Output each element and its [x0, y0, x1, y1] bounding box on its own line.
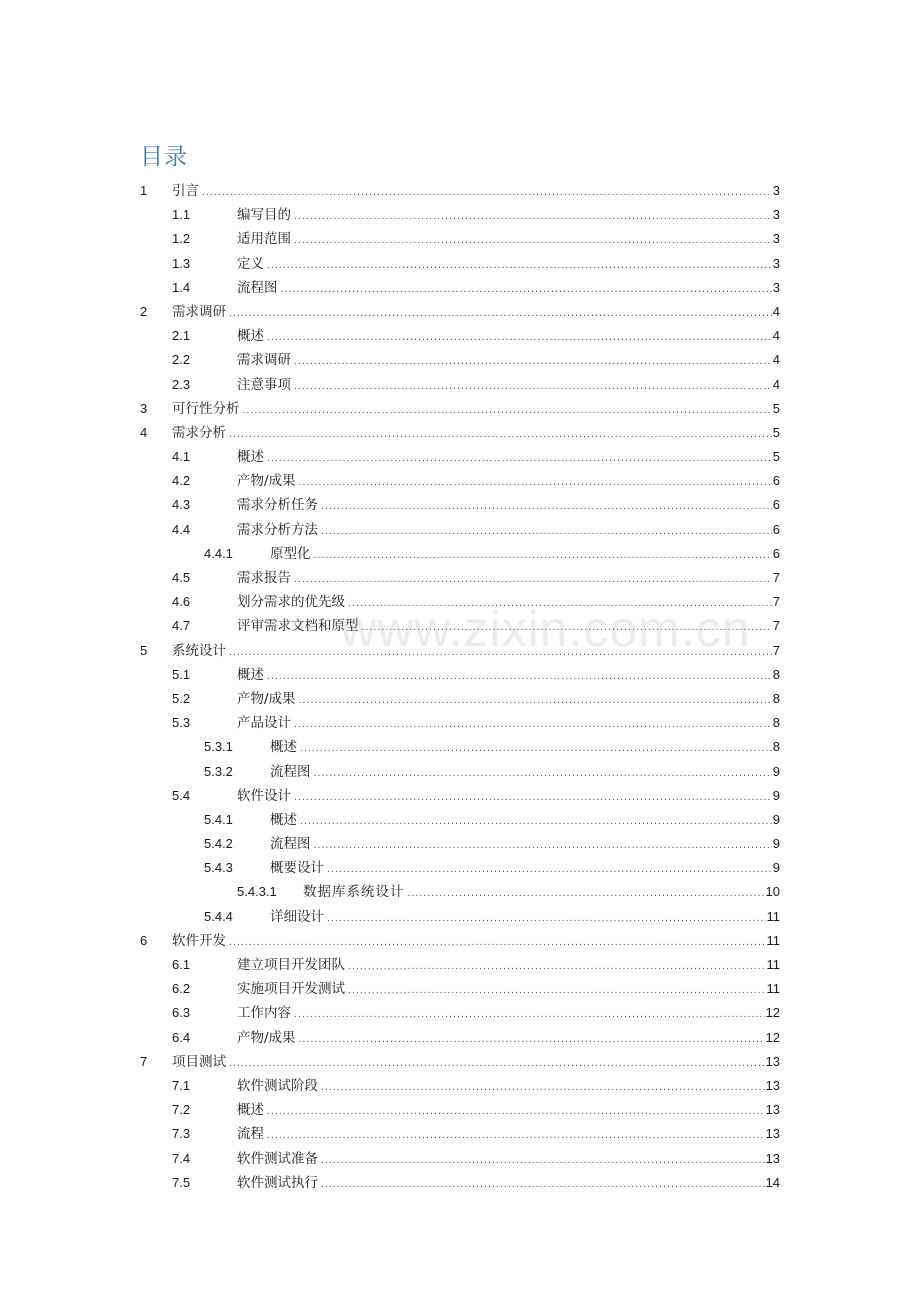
toc-dot-leader: [321, 520, 772, 544]
toc-entry[interactable]: [0, 518, 920, 542]
toc-dot-leader: [281, 278, 772, 302]
toc-entry[interactable]: [0, 808, 920, 832]
toc-dot-leader: [314, 834, 772, 858]
toc-entry-number: 4.3: [172, 497, 191, 513]
toc-dot-leader: [267, 254, 772, 278]
toc-entry-number: 5.3.1: [204, 739, 233, 755]
toc-entry[interactable]: [0, 1074, 920, 1098]
toc-entry-number: 5.3: [172, 715, 191, 731]
toc-entry[interactable]: [0, 179, 920, 203]
toc-entry-number: 5.3.2: [204, 763, 233, 779]
toc-dot-leader: [267, 447, 772, 471]
toc-entry-page: 5: [772, 449, 780, 465]
toc-entry-title: 产品设计: [237, 715, 291, 732]
toc-entry[interactable]: [0, 1122, 920, 1146]
toc-entry-title: 划分需求的优先级: [237, 594, 345, 611]
toc-dot-leader: [321, 1076, 765, 1100]
toc-entry-page: 10: [765, 884, 780, 900]
toc-entry[interactable]: [0, 421, 920, 445]
table-of-contents: [0, 179, 920, 1195]
toc-entry[interactable]: [0, 566, 920, 590]
toc-entry-number: 4.2: [172, 473, 191, 489]
toc-entry-number: 3: [140, 400, 148, 416]
toc-entry-page: 13: [765, 1126, 780, 1142]
toc-entry-title: 概述: [237, 328, 264, 345]
toc-entry-page: 9: [772, 787, 780, 803]
toc-entry-number: 7.4: [172, 1150, 191, 1166]
toc-dot-leader: [294, 786, 772, 810]
toc-entry-page: 3: [772, 231, 780, 247]
toc-entry-number: 1.4: [172, 279, 191, 295]
toc-entry-page: 6: [772, 545, 780, 561]
toc-entry-title: 产物/成果: [237, 690, 296, 707]
toc-dot-leader: [294, 375, 772, 399]
toc-entry-page: 9: [772, 763, 780, 779]
toc-entry-page: 4: [772, 328, 780, 344]
toc-dot-leader: [267, 665, 772, 689]
toc-entry-title: 软件测试准备: [237, 1150, 318, 1167]
toc-entry-title: 需求分析方法: [237, 521, 318, 538]
toc-entry-title: 编写目的: [237, 207, 291, 224]
toc-dot-leader: [321, 495, 772, 519]
toc-entry-page: 5: [772, 400, 780, 416]
toc-entry[interactable]: [0, 324, 920, 348]
toc-entry-number: 4.6: [172, 594, 191, 610]
toc-dot-leader: [294, 229, 772, 253]
toc-entry-page: 3: [772, 255, 780, 271]
toc-entry-title: 软件测试阶段: [237, 1077, 318, 1094]
toc-dot-leader: [348, 955, 766, 979]
toc-entry[interactable]: [0, 663, 920, 687]
toc-entry-title: 实施项目开发测试: [237, 981, 345, 998]
toc-entry[interactable]: [0, 300, 920, 324]
toc-entry-title: 流程图: [270, 763, 311, 780]
toc-entry-page: 11: [766, 957, 780, 972]
toc-entry-number: 6.1: [172, 957, 191, 972]
toc-entry-title: 需求分析任务: [237, 497, 318, 514]
toc-entry-number: 2.2: [172, 352, 191, 368]
toc-dot-leader: [202, 181, 772, 205]
toc-entry-number: 7.2: [172, 1102, 191, 1118]
toc-entry[interactable]: [0, 542, 920, 566]
toc-entry-title: 概述: [237, 1102, 264, 1119]
toc-entry-page: 3: [772, 183, 780, 198]
toc-dot-leader: [294, 205, 772, 229]
toc-entry-number: 5.4.3.1: [237, 884, 277, 900]
toc-entry-number: 2.1: [172, 328, 191, 344]
toc-entry-number: 5: [140, 642, 148, 658]
toc-entry[interactable]: [0, 397, 920, 421]
toc-dot-leader: [294, 1003, 765, 1027]
toc-entry[interactable]: [0, 348, 920, 372]
toc-entry-title: 需求分析: [172, 424, 226, 441]
toc-dot-leader: [408, 882, 765, 906]
toc-dot-leader: [267, 1100, 765, 1124]
toc-entry-number: 4.5: [172, 570, 191, 585]
toc-entry[interactable]: [0, 905, 920, 929]
toc-dot-leader: [294, 713, 772, 737]
toc-entry[interactable]: [0, 445, 920, 469]
toc-entry-title: 可行性分析: [172, 400, 240, 417]
toc-dot-leader: [229, 931, 766, 955]
toc-dot-leader: [294, 350, 772, 374]
toc-dot-leader: [229, 1052, 765, 1076]
toc-entry-number: 5.4: [172, 787, 191, 803]
toc-entry[interactable]: [0, 276, 920, 300]
toc-entry-title: 详细设计: [270, 908, 324, 925]
toc-entry-page: 8: [772, 715, 780, 731]
toc-entry-page: 12: [765, 1005, 780, 1021]
toc-entry[interactable]: [0, 639, 920, 663]
toc-entry[interactable]: [0, 711, 920, 735]
toc-dot-leader: [321, 1149, 765, 1173]
toc-entry-number: 4.7: [172, 618, 191, 634]
toc-entry-page: 9: [772, 860, 780, 876]
toc-entry-page: 7: [772, 642, 780, 658]
toc-entry-number: 5.4.4: [204, 908, 233, 924]
toc-entry-page: 3: [772, 207, 780, 223]
toc-entry-number: 5.4.3: [204, 860, 233, 876]
toc-entry-page: 3: [772, 279, 780, 295]
toc-entry[interactable]: [0, 1171, 920, 1195]
toc-dot-leader: [299, 1028, 765, 1052]
toc-dot-leader: [229, 302, 772, 326]
toc-dot-leader: [299, 689, 772, 713]
toc-entry-title: 流程: [237, 1126, 264, 1143]
toc-entry[interactable]: [0, 760, 920, 784]
toc-entry-page: 6: [772, 521, 780, 537]
toc-entry-title: 概要设计: [270, 860, 324, 877]
toc-entry-number: 4.1: [172, 449, 191, 465]
toc-entry-title: 评审需求文档和原型: [237, 618, 359, 635]
toc-entry-page: 11: [766, 932, 780, 948]
toc-entry[interactable]: [0, 252, 920, 276]
toc-entry[interactable]: [0, 929, 920, 953]
toc-entry-number: 1.1: [172, 207, 191, 223]
toc-entry-page: 13: [765, 1150, 780, 1166]
toc-entry-title: 工作内容: [237, 1005, 291, 1022]
toc-entry-number: 7.3: [172, 1126, 191, 1142]
toc-entry-number: 5.4.2: [204, 836, 233, 852]
toc-dot-leader: [314, 762, 772, 786]
toc-entry-title: 数据库系统设计: [303, 884, 405, 901]
toc-entry[interactable]: [0, 1001, 920, 1025]
toc-entry-page: 6: [772, 473, 780, 489]
toc-dot-leader: [229, 423, 772, 447]
toc-entry[interactable]: [0, 1098, 920, 1122]
toc-entry-number: 5.4.1: [204, 811, 233, 827]
toc-entry[interactable]: [0, 832, 920, 856]
toc-entry-title: 需求调研: [237, 352, 291, 369]
toc-dot-leader: [267, 326, 772, 350]
toc-entry-number: 5.2: [172, 690, 191, 706]
toc-entry-number: 7.1: [172, 1077, 191, 1093]
toc-dot-leader: [362, 616, 772, 640]
toc-entry[interactable]: [0, 953, 920, 977]
toc-entry-page: 8: [772, 739, 780, 755]
toc-entry-page: 4: [772, 376, 780, 392]
toc-entry-page: 9: [772, 811, 780, 827]
toc-entry-title: 原型化: [270, 545, 311, 562]
toc-entry[interactable]: [0, 856, 920, 880]
toc-entry-number: 6.3: [172, 1005, 191, 1021]
toc-entry-page: 7: [772, 594, 780, 610]
toc-title: 目录: [140, 144, 188, 170]
toc-entry-number: 2: [140, 303, 148, 319]
toc-entry[interactable]: [0, 977, 920, 1001]
toc-entry-page: 9: [772, 836, 780, 852]
toc-entry[interactable]: [0, 735, 920, 759]
toc-entry-number: 7.5: [172, 1174, 191, 1190]
toc-entry-title: 系统设计: [172, 642, 226, 659]
toc-entry-page: 11: [766, 981, 780, 997]
toc-entry-page: 8: [772, 666, 780, 682]
toc-dot-leader: [300, 737, 772, 761]
toc-entry-title: 适用范围: [237, 231, 291, 248]
toc-dot-leader: [321, 1173, 765, 1197]
toc-entry-number: 1: [140, 183, 148, 198]
toc-dot-leader: [243, 399, 772, 423]
toc-entry-number: 6.4: [172, 1029, 191, 1045]
toc-entry-title: 需求调研: [172, 303, 226, 320]
toc-entry-title: 引言: [172, 183, 199, 199]
toc-entry-page: 4: [772, 303, 780, 319]
toc-entry-title: 注意事项: [237, 376, 291, 393]
toc-entry-number: 7: [140, 1053, 148, 1069]
toc-entry-number: 6: [140, 932, 148, 948]
toc-dot-leader: [327, 907, 766, 931]
toc-entry-title: 流程图: [270, 836, 311, 853]
toc-entry[interactable]: [0, 590, 920, 614]
toc-entry-page: 4: [772, 352, 780, 368]
toc-entry[interactable]: [0, 203, 920, 227]
toc-entry-title: 流程图: [237, 279, 278, 296]
toc-entry-number: 1.3: [172, 255, 191, 271]
toc-entry-title: 产物/成果: [237, 473, 296, 490]
toc-entry-title: 概述: [270, 739, 297, 756]
toc-entry-title: 产物/成果: [237, 1029, 296, 1046]
toc-dot-leader: [314, 544, 772, 568]
toc-entry-page: 5: [772, 424, 780, 440]
toc-entry-title: 建立项目开发团队: [237, 957, 345, 973]
toc-entry-title: 定义: [237, 255, 264, 272]
toc-entry[interactable]: [0, 784, 920, 808]
toc-entry-title: 概述: [237, 449, 264, 466]
toc-entry-title: 需求报告: [237, 570, 291, 586]
toc-entry[interactable]: [0, 880, 920, 904]
toc-entry-page: 7: [772, 570, 780, 585]
toc-entry[interactable]: [0, 1050, 920, 1074]
toc-entry-title: 软件设计: [237, 787, 291, 804]
toc-entry-page: 13: [765, 1077, 780, 1093]
toc-entry-title: 软件开发: [172, 932, 226, 949]
toc-dot-leader: [299, 471, 772, 495]
toc-entry-page: 12: [765, 1029, 780, 1045]
toc-entry[interactable]: [0, 687, 920, 711]
toc-entry-number: 5.1: [172, 666, 191, 682]
toc-entry-number: 1.2: [172, 231, 191, 247]
toc-entry[interactable]: [0, 373, 920, 397]
toc-entry-page: 13: [765, 1053, 780, 1069]
toc-entry-title: 软件测试执行: [237, 1174, 318, 1191]
toc-entry[interactable]: [0, 227, 920, 251]
toc-entry-page: 14: [765, 1174, 780, 1190]
toc-dot-leader: [294, 568, 772, 592]
toc-dot-leader: [300, 810, 772, 834]
toc-dot-leader: [348, 592, 772, 616]
toc-entry[interactable]: [0, 1026, 920, 1050]
toc-entry-number: 4.4.1: [204, 545, 233, 561]
toc-entry[interactable]: [0, 1147, 920, 1171]
toc-entry-title: 概述: [237, 666, 264, 683]
toc-entry-number: 4.4: [172, 521, 191, 537]
toc-entry-page: 6: [772, 497, 780, 513]
toc-entry-number: 6.2: [172, 981, 191, 997]
toc-entry-number: 2.3: [172, 376, 191, 392]
toc-entry[interactable]: [0, 493, 920, 517]
toc-entry-page: 11: [766, 908, 780, 924]
watermark: www.zixin.com.cn: [340, 601, 751, 657]
toc-entry-number: 4: [140, 424, 148, 440]
toc-dot-leader: [267, 1124, 765, 1148]
toc-dot-leader: [229, 641, 772, 665]
toc-dot-leader: [327, 858, 772, 882]
toc-dot-leader: [348, 979, 766, 1003]
toc-entry[interactable]: [0, 614, 920, 638]
toc-entry-page: 8: [772, 690, 780, 706]
toc-entry-title: 概述: [270, 811, 297, 828]
toc-entry-page: 13: [765, 1102, 780, 1118]
toc-entry[interactable]: [0, 469, 920, 493]
toc-entry-title: 项目测试: [172, 1053, 226, 1070]
toc-entry-page: 7: [772, 618, 780, 634]
